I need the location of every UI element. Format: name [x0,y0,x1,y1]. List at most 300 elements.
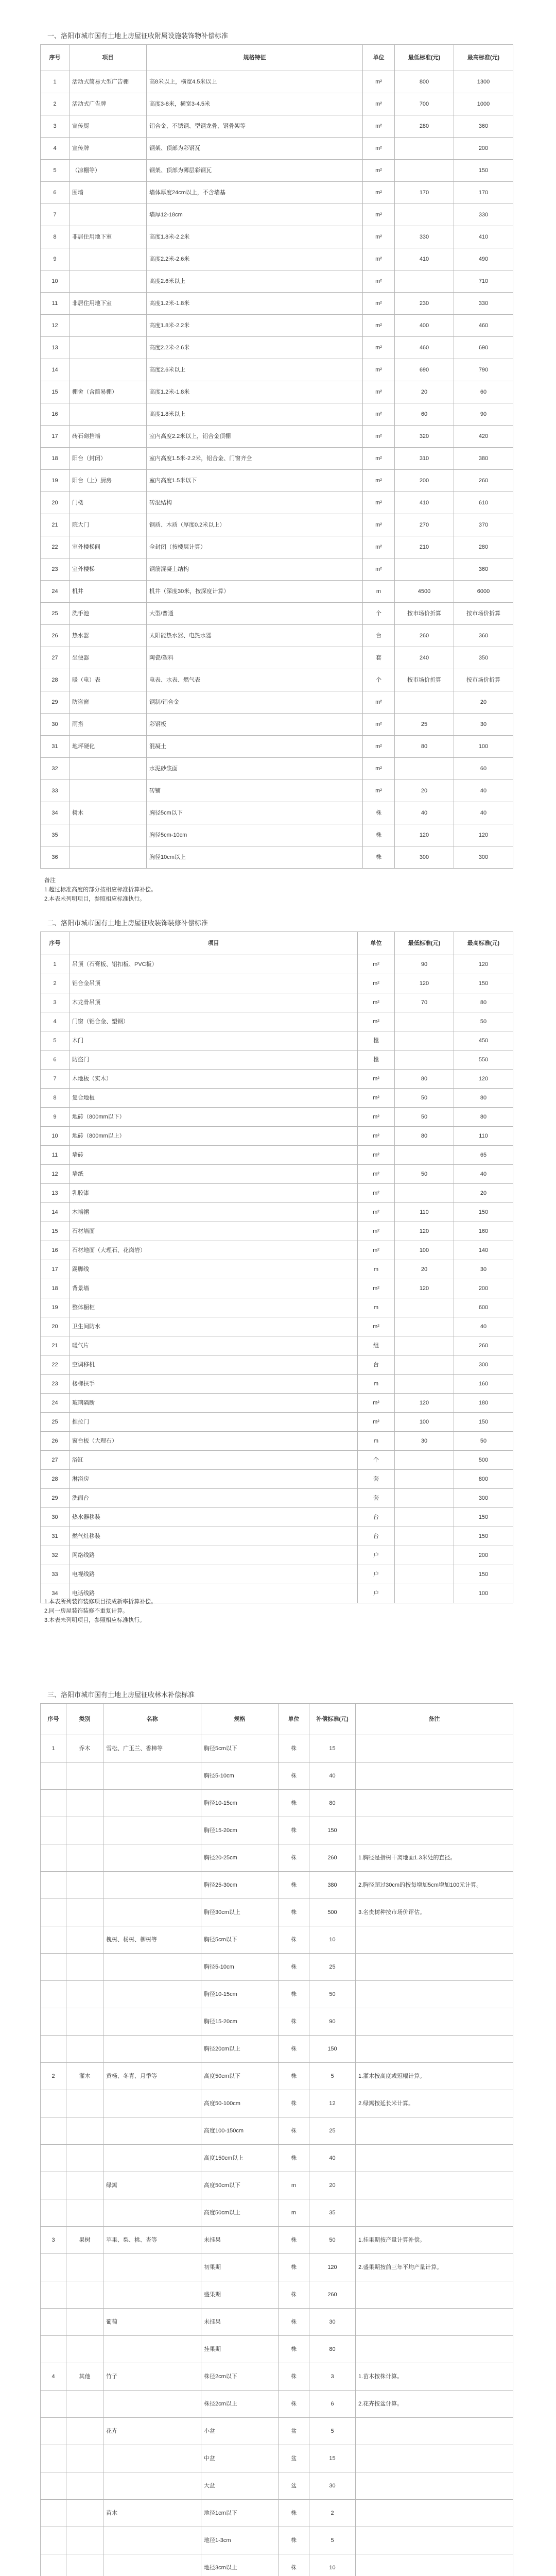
table-row [41,1127,513,1146]
table-cell [66,1817,103,1844]
table-cell: 27 [41,647,70,669]
table-cell: m [279,2199,309,2226]
section2-title: 二、洛阳市城市国有土地上房屋征收装饰装修补偿标准 [47,919,208,927]
table-cell: 20 [309,2172,356,2199]
table-cell: 80 [454,993,513,1012]
table-cell: 40 [309,1762,356,1789]
table-row [41,359,513,381]
table-cell: 按市场价折算 [395,603,454,624]
table-cell: 20 [41,1317,70,1336]
table-cell: 整体橱柜 [70,1298,358,1317]
table-cell: 19 [41,470,70,492]
table-cell: 2.盛果期按前三年平均产量计算。 [356,2254,513,2281]
table-cell: 地坪硬化 [70,736,147,757]
table-cell [41,1926,66,1953]
table-cell [103,1954,201,1980]
table-cell: 非居住用地下室 [70,293,147,314]
table-cell: 32 [41,758,70,779]
table-cell: m [358,1375,395,1393]
table-row [41,337,513,359]
table-cell: 1 [41,71,70,93]
table-row [41,1954,513,1981]
table-cell: m [358,1260,395,1279]
table-cell: 40 [454,780,513,802]
table-cell: 胸径15-20cm [201,2008,279,2035]
table-cell: 砖石砌挡墙 [70,426,147,447]
table-cell: 9 [41,248,70,270]
table-cell: 8 [41,226,70,248]
table-cell [395,1508,454,1527]
table-cell: 钢质、木质（厚度0.2米以上） [147,514,363,536]
table-row [41,182,513,204]
table-cell: 380 [309,1872,356,1899]
table-cell [395,1184,454,1202]
table-cell [70,315,147,336]
table-cell: 150 [454,974,513,993]
table-cell: 790 [454,359,513,381]
table-cell: 360 [454,625,513,647]
table-cell: m² [363,359,395,381]
table-cell: 地径1-3cm [201,2527,279,2554]
table-cell: m² [358,1241,395,1260]
table-cell: 盛果期 [201,2281,279,2308]
table-cell [395,1336,454,1355]
table-cell: 宣传牌 [70,138,147,159]
table-cell: 大型/普通 [147,603,363,624]
table-cell: 80 [309,1790,356,1817]
header-cell: 最高标准(元) [454,932,513,955]
table-cell: 胸径5cm以下 [201,1735,279,1762]
table-cell [395,1546,454,1565]
table-cell: 防盗门 [70,1050,358,1069]
table-cell [103,1899,201,1926]
table-row [41,160,513,182]
table-cell: 160 [454,1375,513,1393]
table-cell: 50 [309,2227,356,2253]
table-cell: 株 [363,802,395,824]
table-cell: 40 [454,1317,513,1336]
table-cell: 电表、水表、燃气表 [147,669,363,691]
table-cell: 22 [41,536,70,558]
table-cell [41,1954,66,1980]
table-cell: 淋浴房 [70,1470,358,1488]
table-cell: 按市场价折算 [454,603,513,624]
table-cell: m² [363,426,395,447]
table-cell: m² [363,470,395,492]
table-cell: 3 [41,993,70,1012]
table-cell [41,2500,66,2527]
table-cell [70,403,147,425]
table-cell: 170 [395,182,454,204]
table-cell: 300 [454,846,513,868]
table-cell: 胸径5cm以下 [201,1926,279,1953]
table-row [41,1394,513,1413]
table-row [41,647,513,669]
table-cell: 4 [41,1012,70,1031]
table-cell [395,1489,454,1507]
table-cell: 未挂果 [201,2227,279,2253]
table-row [41,993,513,1012]
table-cell [66,2336,103,2363]
table-row [41,1222,513,1241]
table-cell [356,1981,513,2008]
table-cell: 混凝土 [147,736,363,757]
table-row [41,1317,513,1336]
table-cell: m² [358,1317,395,1336]
table-cell: 120 [395,824,454,846]
table-cell: 高度1.8米以上 [147,403,363,425]
table-row [41,558,513,581]
table-cell: 全封闭（按楼层计算） [147,536,363,558]
table-cell [395,1375,454,1393]
table-cell: m [358,1298,395,1317]
table-cell: m² [358,1413,395,1431]
table-cell: 60 [395,403,454,425]
table-cell: 踢脚线 [70,1260,358,1279]
table-cell: m [279,2172,309,2199]
table-cell: 200 [454,1279,513,1298]
table-row [41,2008,513,2036]
table-row [41,2554,513,2576]
table-cell: 70 [395,993,454,1012]
table-cell: 120 [395,974,454,993]
table-cell: 120 [309,2254,356,2281]
table-cell: 13 [41,1184,70,1202]
table-cell: 30 [395,1432,454,1450]
table-cell: 陶瓷/塑料 [147,647,363,669]
table-cell: m² [363,780,395,802]
header-cell: 规格特征 [147,45,363,71]
table-row [41,115,513,138]
table-cell: 盆 [279,2472,309,2499]
table-cell: 株 [279,2227,309,2253]
table-cell: 电视线路 [70,1565,358,1584]
table-cell: 690 [395,359,454,381]
table-cell [66,2254,103,2281]
table-cell: m² [363,558,395,580]
table-cell [70,270,147,292]
table-cell [66,1872,103,1899]
table-cell: 1300 [454,71,513,93]
table-cell: 台 [358,1527,395,1546]
table-cell: m² [363,381,395,403]
table-cell: 防盗窗 [70,691,147,713]
table-cell [66,1844,103,1871]
table-cell: 铝合金、不锈钢、型钢龙骨、钢骨架等 [147,115,363,137]
table-cell: 690 [454,337,513,359]
table-row [41,293,513,315]
table-cell: 树木 [70,802,147,824]
table-cell: 雨搭 [70,714,147,735]
table-cell [356,2445,513,2472]
table-cell: 150 [454,1203,513,1222]
table-cell: 17 [41,426,70,447]
table-cell: 活动式广告牌 [70,93,147,115]
table-cell [41,1790,66,1817]
table-cell: 310 [395,448,454,469]
table-cell: 株 [279,2336,309,2363]
table-row [41,2363,513,2391]
table-cell: 坐便器 [70,647,147,669]
table-cell: 2.花卉按盆计算。 [356,2391,513,2417]
table-cell: 胸径5-10cm [201,1954,279,1980]
table-cell: 14 [41,1203,70,1222]
table-cell [41,2117,66,2144]
table-cell: 胸径10-15cm [201,1981,279,2008]
table-row [41,1817,513,1844]
table-row [41,536,513,558]
table-cell: 铝合金吊顶 [70,974,358,993]
table-cell: 80 [454,1089,513,1107]
table-cell [66,1926,103,1953]
table-cell: 50 [454,1432,513,1450]
table-cell [41,2418,66,2445]
table-cell: 140 [454,1241,513,1260]
table-row [41,1203,513,1222]
table-cell: 24 [41,1394,70,1412]
table-cell [41,2145,66,2172]
table-cell: 20 [395,381,454,403]
table-cell: m² [358,1089,395,1107]
table-cell: 25 [41,603,70,624]
table-cell: 28 [41,1470,70,1488]
table-cell: 洗面台 [70,1489,358,1507]
header-cell: 项目 [70,932,358,955]
table-cell [66,1790,103,1817]
table-cell [41,2281,66,2308]
table-cell: 700 [395,93,454,115]
table-cell: 2.绿篱按延长米计算。 [356,2090,513,2117]
table-cell: 胸径5cm-10cm [147,824,363,846]
table-cell: 户 [358,1584,395,1603]
table-row [41,2199,513,2227]
table-cell: m² [363,714,395,735]
table-cell: 4 [41,2363,66,2390]
table-cell: m [358,1432,395,1450]
table-cell [395,1470,454,1488]
table-cell: 花卉 [103,2418,201,2445]
table-cell: 240 [395,647,454,669]
table-row [41,1070,513,1089]
table-cell: 网络线路 [70,1546,358,1565]
table-cell: m² [363,204,395,226]
table-row [41,1451,513,1470]
table-cell [395,1298,454,1317]
table-cell [103,2008,201,2035]
table-cell [103,1790,201,1817]
table-cell: 胸径5-10cm [201,1762,279,1789]
table-cell: 420 [454,426,513,447]
table-cell [66,1762,103,1789]
table-row [41,1089,513,1108]
table-cell: m² [358,1108,395,1126]
table-cell: 木墙裙 [70,1203,358,1222]
table-cell: 果树 [66,2227,103,2253]
table-cell [103,2254,201,2281]
table-cell: 高度100-150cm [201,2117,279,2144]
table-header-row [41,45,513,71]
table-cell: 太阳能热水器、电热水器 [147,625,363,647]
table-cell: 钢筋混凝土结构 [147,558,363,580]
table-cell: 32 [41,1546,70,1565]
table-cell [70,248,147,270]
table-cell: 5 [41,1031,70,1050]
section3-title: 三、洛阳市城市国有土地上房屋征收林木补偿标准 [47,1691,195,1699]
table-cell: 230 [395,293,454,314]
table-cell: m² [363,691,395,713]
table-cell: 360 [454,115,513,137]
table-row [41,1899,513,1926]
table-cell: 3 [309,2363,356,2390]
table-cell: 80 [395,1070,454,1088]
table-cell [103,2145,201,2172]
table-cell: 株 [279,2063,309,2090]
table-cell [66,2445,103,2472]
table-cell: 株 [279,1954,309,1980]
table-cell: 710 [454,270,513,292]
table-cell [356,2309,513,2335]
table-row [41,448,513,470]
table-cell [66,2036,103,2062]
table-cell: 110 [395,1203,454,1222]
table-cell: 3 [41,2227,66,2253]
table-cell: 株径2cm以上 [201,2391,279,2417]
table-cell: 16 [41,1241,70,1260]
table-cell [41,2254,66,2281]
table-cell: 木门 [70,1031,358,1050]
table-cell: 80 [395,1127,454,1145]
table-row [41,2145,513,2172]
table-cell: 7 [41,204,70,226]
table-cell: 木地板（实木） [70,1070,358,1088]
table-cell [356,1926,513,1953]
table-cell: 水泥砂浆面 [147,758,363,779]
table-cell: 460 [395,337,454,359]
table-cell: 14 [41,359,70,381]
table-cell: 800 [395,71,454,93]
table-cell: 210 [395,536,454,558]
table-cell [66,2172,103,2199]
table-cell: 阳台（封闭） [70,448,147,469]
table-row [41,1981,513,2008]
table-row [41,1279,513,1298]
table-row [41,403,513,426]
table-cell: 410 [395,248,454,270]
table-cell [41,2472,66,2499]
table-cell: 高度1.2米-1.8米 [147,381,363,403]
table-cell: 50 [395,1165,454,1183]
table-cell: 户 [358,1565,395,1584]
table-cell: 小盆 [201,2418,279,2445]
table-cell [356,1735,513,1762]
table-cell: 15 [309,2445,356,2472]
table-cell: 300 [454,1355,513,1374]
table-cell: m [363,581,395,602]
table-cell: 200 [395,470,454,492]
table-cell: 18 [41,448,70,469]
table-row [41,780,513,802]
table-cell [41,2336,66,2363]
table-cell: 150 [309,2036,356,2062]
table-cell: 套 [358,1489,395,1507]
table-row [41,2309,513,2336]
table-cell: 株径2cm以下 [201,2363,279,2390]
table-cell: 地径3cm以上 [201,2554,279,2576]
table-cell: 410 [454,226,513,248]
section2-table [40,931,513,1603]
table-row [41,1565,513,1584]
table-cell: 260 [454,1336,513,1355]
table-cell: 25 [395,714,454,735]
table-cell: m² [363,514,395,536]
table-cell: 株 [279,2254,309,2281]
section1-title: 一、洛阳市城市国有土地上房屋征收附属设施装饰物补偿标准 [47,32,229,40]
table-cell [41,2527,66,2554]
table-cell: m² [358,1127,395,1145]
table-row [41,2172,513,2199]
table-cell: 株 [279,2008,309,2035]
table-cell: 6 [309,2391,356,2417]
table-cell: 株 [279,2527,309,2554]
table-cell: 18 [41,1279,70,1298]
table-cell: 地砖（800mm以下） [70,1108,358,1126]
table-cell: 钢架、顶部为薄层彩钢瓦 [147,160,363,181]
table-row [41,2500,513,2527]
table-cell [395,1565,454,1584]
table-cell: m² [363,293,395,314]
table-cell [66,2391,103,2417]
table-cell: m² [363,758,395,779]
table-row [41,492,513,514]
table-cell: 窗台板（大理石） [70,1432,358,1450]
table-row [41,2336,513,2363]
table-cell: 28 [41,669,70,691]
section1-table [40,44,513,869]
table-cell: 5 [41,160,70,181]
table-cell: 洗手池 [70,603,147,624]
table-cell: 室内高度1.5米-2.2米，铝合金、门窗齐全 [147,448,363,469]
table-cell: 大盆 [201,2472,279,2499]
table-cell: 26 [41,625,70,647]
table-cell: 1 [41,955,70,974]
table-row [41,846,513,869]
table-cell: 砖铺 [147,780,363,802]
header-cell: 单位 [363,45,395,71]
table-cell [41,2445,66,2472]
table-cell: 120 [395,1279,454,1298]
table-row [41,2527,513,2554]
table-cell: 800 [454,1470,513,1488]
table-cell [356,2199,513,2226]
table-cell: 150 [454,1565,513,1584]
table-cell [66,2090,103,2117]
table-cell: 31 [41,1527,70,1546]
table-row [41,1260,513,1279]
header-cell: 序号 [41,1704,66,1735]
table-cell: m² [363,315,395,336]
table-cell: 机井 [70,581,147,602]
table-cell [103,2090,201,2117]
table-row [41,204,513,226]
table-cell: 乳胶漆 [70,1184,358,1202]
table-cell: 门窗（铝合金、塑钢） [70,1012,358,1031]
table-cell: 5 [309,2063,356,2090]
table-cell [103,1817,201,1844]
table-cell: 550 [454,1050,513,1069]
table-cell: 个 [358,1451,395,1469]
table-cell: 40 [454,802,513,824]
table-cell: 500 [454,1451,513,1469]
